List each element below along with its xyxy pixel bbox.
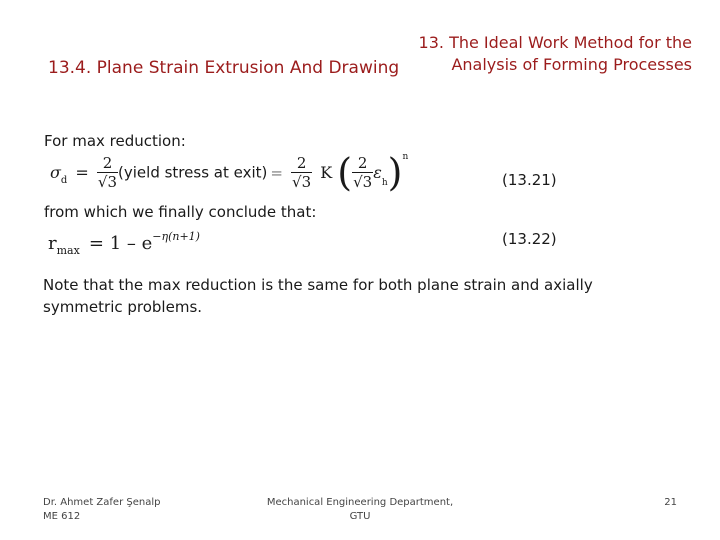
equation-number-13-22: (13.22)	[502, 230, 557, 248]
footer-university: GTU	[349, 511, 371, 522]
footer-department-block	[255, 496, 465, 524]
section-title: 13.4. Plane Strain Extrusion And Drawing	[48, 58, 400, 78]
k-symbol: K	[320, 163, 333, 182]
yield-stress-text: (yield stress at exit)	[118, 163, 268, 182]
footer-author: Dr. Ahmet Zafer Şenalp	[43, 497, 161, 508]
subscript-max: max	[56, 244, 80, 257]
fraction-denominator-2: √3	[292, 172, 312, 191]
epsilon-symbol: ε	[373, 163, 382, 182]
footer-department: Mechanical Engineering Department,	[266, 497, 454, 508]
fraction-2-over-root3-second	[291, 155, 312, 191]
chapter-title-line1: 13. The Ideal Work Method for the	[418, 33, 692, 52]
left-paren: (	[337, 150, 353, 195]
sigma-symbol: σ	[50, 163, 61, 182]
chapter-title	[400, 32, 692, 76]
fraction-inner	[352, 155, 373, 191]
fraction-numerator-2: 2	[296, 153, 307, 172]
exponent-n: n	[402, 152, 409, 162]
equation-number-13-21: (13.21)	[502, 171, 557, 189]
page-number: 21	[664, 497, 677, 508]
fraction-2-over-root3	[97, 155, 118, 191]
fraction-inner-denominator: √3	[353, 172, 373, 191]
rhs-expression: = 1 – e	[88, 233, 153, 254]
fraction-numerator: 2	[102, 153, 113, 172]
footer-course: ME 612	[43, 511, 81, 522]
fraction-inner-numerator: 2	[357, 153, 368, 172]
equals-sign-2: =	[270, 163, 283, 182]
subscript-d: d	[60, 175, 68, 186]
chapter-title-line2: Analysis of Forming Processes	[451, 55, 692, 74]
r-symbol: r	[48, 233, 57, 254]
subscript-h: h	[381, 178, 388, 188]
equation-13-22	[48, 230, 200, 257]
for-max-text: For max reduction:	[44, 132, 186, 150]
footer-author-block	[43, 496, 160, 524]
conclude-text: from which we finally conclude that:	[44, 203, 317, 221]
fraction-denominator: √3	[97, 172, 118, 191]
equation-13-21	[50, 152, 408, 196]
note-paragraph: Note that the max reduction is the same for both plane strain and axially symmetric problems.	[43, 276, 593, 316]
equals-sign: =	[75, 163, 89, 182]
exponent-expression: −η(n+1)	[152, 230, 200, 243]
right-paren: )	[387, 150, 403, 195]
